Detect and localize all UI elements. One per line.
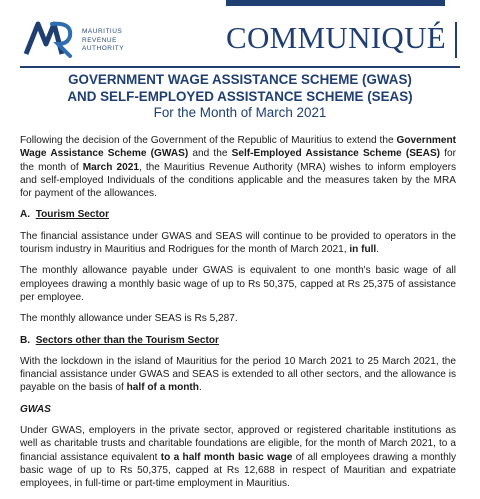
mra-logo-icon <box>22 12 82 62</box>
intro-paragraph: Following the decision of the Government of the Republic of Mauritius to extend the Government Wage Assistance Scheme (GWAS) and the Self-Employed Assistance Scheme (SEAS) for the month of March 2021, the Mauritius Revenue Authority (MRA) wishes to inform employers and self-employed Individuals of the conditions applicable and the measures taken by the MRA for payment of the allowances. <box>20 135 456 200</box>
header-rule <box>20 66 460 68</box>
doc-title-line1: GOVERNMENT WAGE ASSISTANCE SCHEME (GWAS) <box>68 72 412 87</box>
doc-title-line2: AND SELF-EMPLOYED ASSISTANCE SCHEME (SEAS) <box>67 89 413 104</box>
org-name-line1: MAURITIUS <box>82 28 123 35</box>
org-name <box>82 28 124 54</box>
gwas-paragraph-1: Under GWAS, employers in the private sector, approved or registered charitable institutions as well as charitable trusts and charitable foundations are eligible, for the month of March 2021, to a financial assistance equivalent to a half month basic wage of all employees drawing a monthly basic wage of up to Rs 50,375, capped at Rs 12,688 in respect of Mauritian and expatriate employees, in full-time or part-time employment in Mauritius. <box>20 425 456 490</box>
mra-logo <box>22 12 222 62</box>
document-body <box>20 134 456 499</box>
section-b-heading: B. Sectors other than the Tourism Sector <box>20 334 219 346</box>
org-name-line2: REVENUE <box>82 36 117 44</box>
section-a-paragraph-2: The monthly allowance payable under GWAS is equivalent to one month's basic wage of all employees drawing a monthly basic wage of up to Rs 50,375, capped at Rs 25,375 of assistance per employee. <box>20 265 456 303</box>
org-name-line3: AUTHORITY <box>82 45 125 52</box>
communique-bar <box>455 22 457 58</box>
doc-subtitle: For the Month of March 2021 <box>153 105 327 120</box>
section-a-paragraph-1: The financial assistance under GWAS and SEAS will continue to be provided to operators in the tourism industry in Mauritius and Rodrigues for the month of March 2021, in full. <box>20 230 456 256</box>
section-b-paragraph-1: With the lockdown in the island of Mauritius for the period 10 March 2021 to 25 March 2021, the financial assistance under GWAS and SEAS is extended to all other sectors, and the allowance is payable on the basis of half of a month. <box>20 355 456 394</box>
header-accent-bar <box>226 0 445 6</box>
section-a-paragraph-3: The monthly allowance under SEAS is Rs 5,287. <box>20 313 238 325</box>
communique-title: COMMUNIQUÉ <box>226 20 446 55</box>
gwas-heading: GWAS <box>20 403 51 415</box>
section-a-heading: A. Tourism Sector <box>20 209 109 221</box>
